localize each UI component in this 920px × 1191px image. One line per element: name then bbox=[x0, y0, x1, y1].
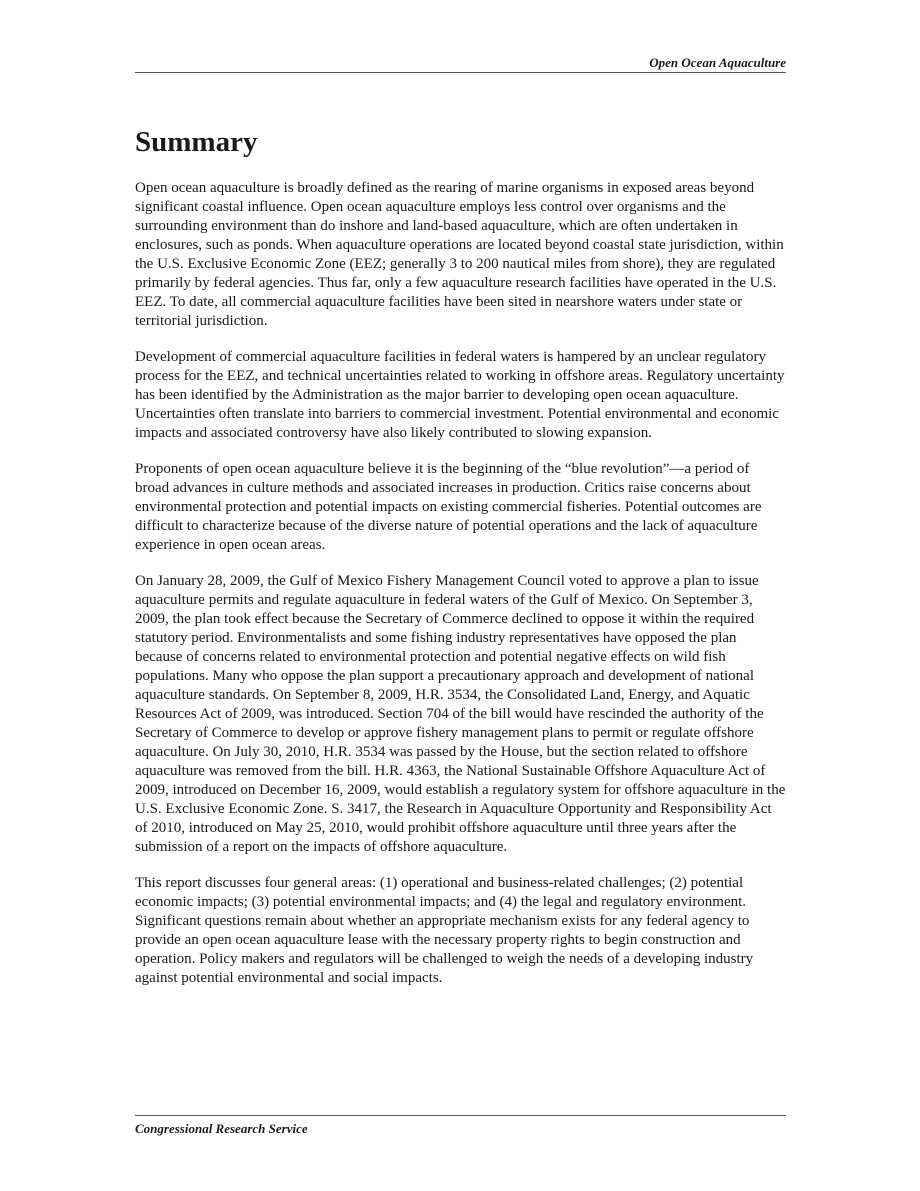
paragraph-proponents-critics: Proponents of open ocean aquaculture believe it is the beginning of the “blue revolution”—a period of broad advances in culture methods and associated increases in production. Critics raise concerns about environmental protection and potential impacts on existing commercial fisheries. Potential outcomes are difficult to characterize because of the diverse nature of potential operations and the lack of aquaculture experience in open ocean areas. bbox=[135, 461, 762, 553]
paragraph-legislation: On January 28, 2009, the Gulf of Mexico Fishery Management Council voted to approve a plan to issue aquaculture permits and regulate aquaculture in federal waters of the Gulf of Mexico. On September 3, 2009, the plan took effect because the Secretary of Commerce declined to oppose it within the required statutory period. Environmentalists and some fishing industry representatives have opposed the plan because of concerns related to environmental protection and potential negative effects on wild fish populations. Many who oppose the plan support a precautionary approach and development of national aquaculture standards. On September 8, 2009, H.R. 3534, the Consolidated Land, Energy, and Aquatic Resources Act of 2009, was introduced. Section 704 of the bill would have rescinded the authority of the Secretary of Commerce to develop or approve fishery management plans to permit or regulate offshore aquaculture. On July 30, 2010, H.R. 3534 was passed by the House, but the section related to offshore aquaculture was removed from the bill. H.R. 4363, the National Sustainable Offshore Aquaculture Act of 2009, introduced on December 16, 2009, would establish a regulatory system for offshore aquaculture in the U.S. Exclusive Economic Zone. S. 3417, the Research in Aquaculture Opportunity and Responsibility Act of 2010, introduced on May 25, 2010, would prohibit offshore aquaculture until three years after the submission of a report on the impacts of offshore aquaculture. bbox=[135, 573, 786, 855]
section-title: Summary bbox=[135, 126, 258, 158]
paragraph-report-scope: This report discusses four general areas: (1) operational and business-related challenges; (2) potential economic impacts; (3) potential environmental impacts; and (4) the legal and regulatory environment. Significant questions remain about whether an appropriate mechanism exists for any federal agency to provide an open ocean aquaculture lease with the necessary property rights to begin construction and operation. Policy makers and regulators will be challenged to weigh the needs of a developing industry against potential environmental and social impacts. bbox=[135, 875, 754, 986]
paragraph-definition: Open ocean aquaculture is broadly defined as the rearing of marine organisms in exposed areas beyond significant coastal influence. Open ocean aquaculture employs less control over organisms and the surrounding environment than do inshore and land-based aquaculture, which are often undertaken in enclosures, such as ponds. When aquaculture operations are located beyond coastal state jurisdiction, within the U.S. Exclusive Economic Zone (EEZ; generally 3 to 200 nautical miles from shore), they are regulated primarily by federal agencies. Thus far, only a few aquaculture research facilities have operated in the U.S. EEZ. To date, all commercial aquaculture facilities have been sited in nearshore waters under state or territorial jurisdiction. bbox=[135, 180, 784, 329]
paragraph-regulatory-barriers: Development of commercial aquaculture facilities in federal waters is hampered by an unclear regulatory process for the EEZ, and technical uncertainties related to working in offshore areas. Regulatory uncertainty has been identified by the Administration as the major barrier to developing open ocean aquaculture. Uncertainties often translate into barriers to commercial investment. Potential environmental and economic impacts and associated controversy have also likely contributed to slowing expansion. bbox=[135, 349, 785, 441]
summary-body bbox=[135, 179, 786, 1005]
running-header: Open Ocean Aquaculture bbox=[649, 55, 786, 70]
running-footer: Congressional Research Service bbox=[135, 1121, 308, 1136]
header-divider bbox=[135, 72, 786, 73]
footer-divider bbox=[135, 1115, 786, 1116]
